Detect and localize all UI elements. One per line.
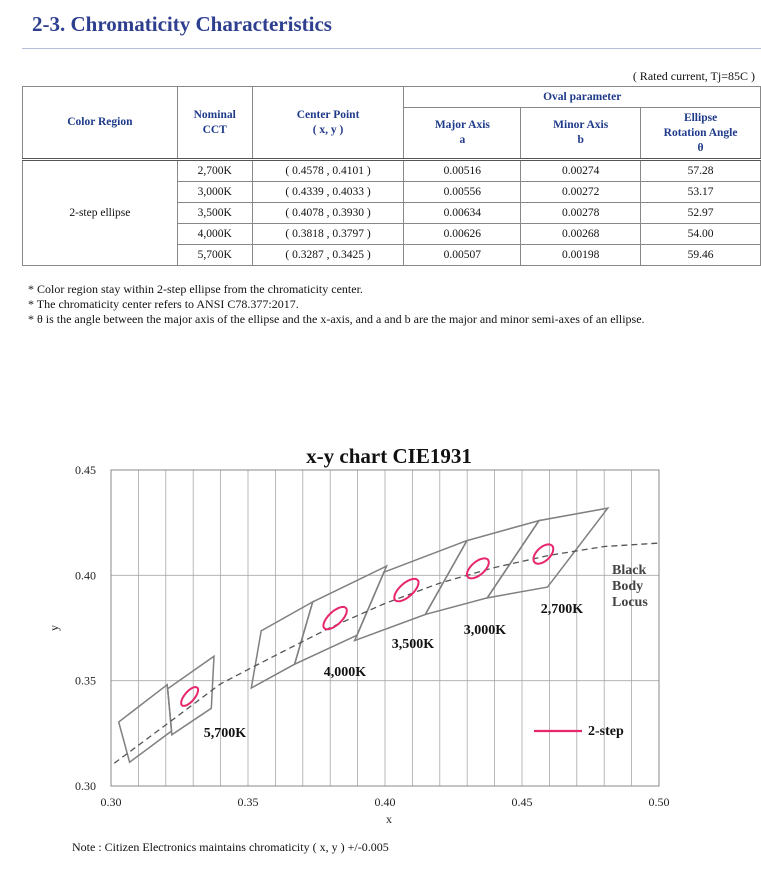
legend-label: 2-step	[588, 724, 624, 739]
y-tick-label: 0.45	[75, 463, 96, 477]
cct-label: 5,700K	[203, 726, 247, 741]
note-line: * θ is the angle between the major axis of the ellipse and the x-axis, and a and b are the major and minor semi-axes of an ellipse.	[28, 312, 645, 326]
x-tick-label: 0.50	[648, 795, 670, 809]
header-oval-parameter: Oval parameter	[404, 87, 761, 108]
cct-cell: 3,000K	[177, 182, 252, 203]
header-major-axis: Major Axis a	[404, 108, 521, 160]
center-cell: ( 0.3287 , 0.3425 )	[252, 245, 404, 266]
center-cell: ( 0.4578 , 0.4101 )	[252, 160, 404, 182]
region-cell: 2-step ellipse	[23, 160, 178, 266]
header-nominal-cct: Nominal CCT	[177, 87, 252, 160]
quadrangle-5,700K	[168, 656, 214, 735]
minor-axis-cell: 0.00272	[521, 182, 641, 203]
x-tick-label: 0.45	[511, 795, 533, 809]
locus-label: Black	[612, 563, 647, 578]
rated-condition: ( Rated current, Tj=85C )	[632, 69, 755, 83]
cct-label: 2,700K	[540, 602, 584, 617]
x-tick-label: 0.35	[237, 795, 259, 809]
quadrangle-3,500K	[355, 541, 467, 641]
quadrangle-5,000K	[251, 602, 312, 688]
angle-cell: 54.00	[641, 224, 761, 245]
cct-cell: 4,000K	[177, 224, 252, 245]
x-tick-label: 0.30	[100, 795, 122, 809]
major-axis-cell: 0.00634	[404, 203, 521, 224]
ellipse-3,500K	[394, 579, 418, 601]
angle-cell: 53.17	[641, 182, 761, 203]
cct-cell: 3,500K	[177, 203, 252, 224]
major-axis-cell: 0.00626	[404, 224, 521, 245]
header-center-point: Center Point ( x, y )	[252, 87, 404, 160]
note-line: * Color region stay within 2-step ellipse from the chromaticity center.	[28, 282, 363, 296]
minor-axis-cell: 0.00268	[521, 224, 641, 245]
angle-cell: 57.28	[641, 160, 761, 182]
x-axis-label: x	[386, 812, 392, 826]
cct-cell: 2,700K	[177, 160, 252, 182]
y-tick-label: 0.30	[75, 779, 96, 793]
center-cell: ( 0.4339 , 0.4033 )	[252, 182, 404, 203]
y-axis-label: y	[47, 625, 61, 631]
ellipse-2,700K	[534, 544, 554, 563]
y-tick-label: 0.40	[75, 568, 96, 583]
minor-axis-cell: 0.00198	[521, 245, 641, 266]
minor-axis-cell: 0.00274	[521, 160, 641, 182]
locus-label: Locus	[612, 595, 648, 610]
header-rotation-angle: Ellipse Rotation Angle θ	[641, 108, 761, 160]
header-minor-axis: Minor Axis b	[521, 108, 641, 160]
center-cell: ( 0.4078 , 0.3930 )	[252, 203, 404, 224]
cct-label: 4,000K	[323, 665, 367, 680]
center-cell: ( 0.3818 , 0.3797 )	[252, 224, 404, 245]
section-title: 2-3. Chromaticity Characteristics	[32, 12, 332, 36]
major-axis-cell: 0.00507	[404, 245, 521, 266]
cct-label: 3,500K	[391, 637, 435, 652]
quadrangle-2,700K	[487, 508, 608, 598]
major-axis-cell: 0.00516	[404, 160, 521, 182]
ellipse-4,000K	[323, 607, 346, 629]
cct-cell: 5,700K	[177, 245, 252, 266]
header-color-region: Color Region	[23, 87, 178, 160]
major-axis-cell: 0.00556	[404, 182, 521, 203]
minor-axis-cell: 0.00278	[521, 203, 641, 224]
locus-label: Body	[612, 579, 644, 594]
cct-label: 3,000K	[463, 623, 507, 638]
angle-cell: 52.97	[641, 203, 761, 224]
note-line: * The chromaticity center refers to ANSI C78.377:2017.	[28, 297, 299, 311]
angle-cell: 59.46	[641, 245, 761, 266]
chart-footnote: Note : Citizen Electronics maintains chromaticity ( x, y ) +/-0.005	[72, 840, 389, 854]
x-tick-label: 0.40	[374, 795, 396, 809]
quadrangle-6,500K	[119, 685, 172, 763]
y-tick-label: 0.35	[75, 673, 96, 688]
chart-title: x-y chart CIE1931	[306, 444, 472, 468]
